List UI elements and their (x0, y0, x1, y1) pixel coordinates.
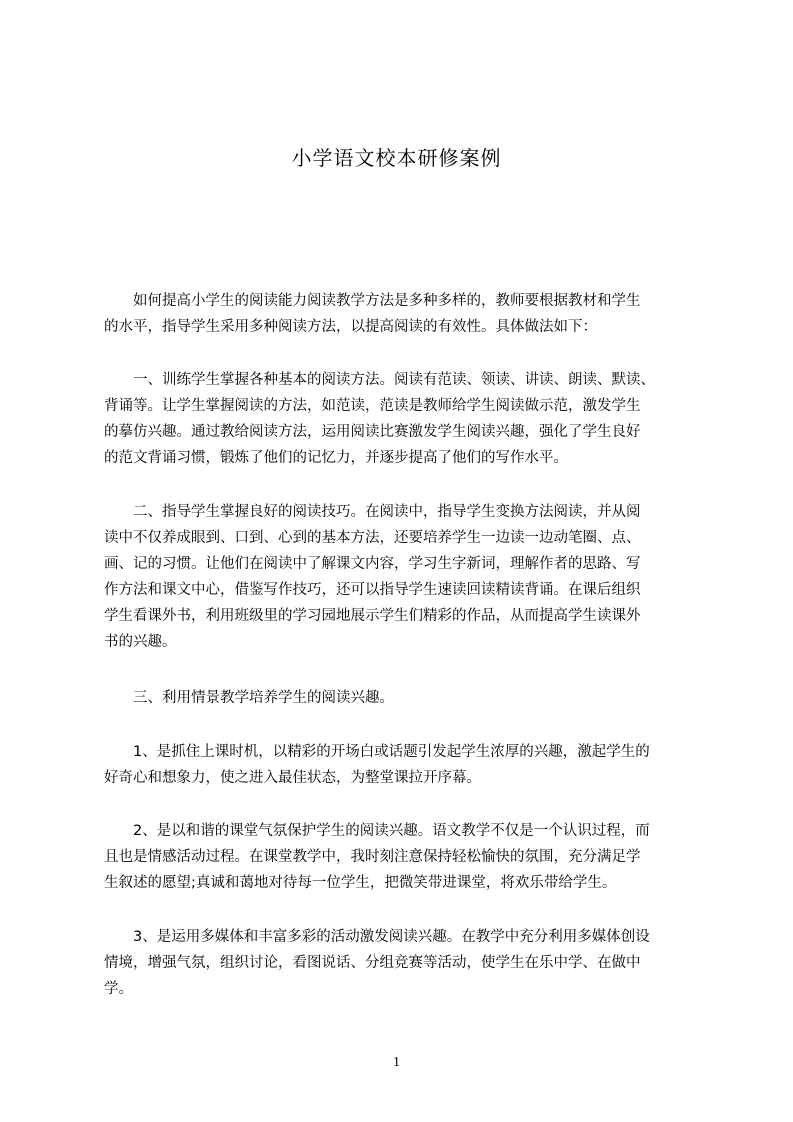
text-line: 2、是以和谐的课堂气氛保护学生的阅读兴趣。语文教学不仅是一个认识过程，而 (104, 823, 650, 839)
text-line: 画、记的习惯。让他们在阅读中了解课文内容，学习生字新词，理解作者的思路、写 (104, 556, 641, 572)
text-line: 如何提高小学生的阅读能力阅读教学方法是多种多样的，教师要根据教材和学生 (104, 293, 641, 309)
text-line: 3、是运用多媒体和丰富多彩的活动激发阅读兴趣。在教学中充分利用多媒体创设 (104, 929, 650, 945)
paragraph-section-3 (104, 685, 712, 711)
text-line: 学生看课外书，利用班级里的学习园地展示学生们精彩的作品，从而提高学生读课外 (104, 608, 641, 624)
paragraph-item-2 (104, 818, 712, 896)
text-line: 的水平，指导学生采用多种阅读方法，以提高阅读的有效性。具体做法如下： (104, 319, 597, 335)
text-line: 学。 (104, 981, 133, 997)
text-line: 生叙述的愿望;真诚和蔼地对待每一位学生，把微笑带进课堂，将欢乐带给学生。 (104, 875, 617, 891)
paragraph-intro (104, 288, 712, 340)
text-line: 书的兴趣。 (104, 634, 177, 650)
text-line: 二、指导学生掌握良好的阅读技巧。在阅读中，指导学生变换方法阅读，并从阅 (104, 504, 641, 520)
text-line: 的范文背诵习惯，锻炼了他们的记忆力，并逐步提高了他们的写作水平。 (104, 450, 568, 466)
text-line: 读中不仅养成眼到、口到、心到的基本方法，还要培养学生一边读一边动笔圈、点、 (104, 530, 641, 546)
page-number: 1 (393, 1055, 400, 1070)
text-line: 背诵等。让学生掌握阅读的方法，如范读，范读是教师给学生阅读做示范，激发学生 (104, 398, 641, 414)
text-line: 情境，增强气氛，组织讨论，看图说话、分组竞赛等活动，使学生在乐中学、在做中 (104, 955, 641, 971)
text-line: 的摹仿兴趣。通过教给阅读方法，运用阅读比赛激发学生阅读兴趣，强化了学生良好 (104, 424, 641, 440)
text-line: 三、利用情景教学培养学生的阅读兴趣。 (104, 690, 394, 706)
text-line: 好奇心和想象力，使之进入最佳状态，为整堂课拉开序幕。 (104, 770, 481, 786)
paragraph-section-2 (104, 499, 712, 655)
paragraph-item-3 (104, 924, 712, 1002)
text-line: 一、训练学生掌握各种基本的阅读方法。阅读有范读、领读、讲读、朗读、默读、 (104, 372, 655, 388)
text-line: 作方法和课文中心，借鉴写作技巧，还可以指导学生速读回读精读背诵。在课后组织 (104, 582, 641, 598)
document-title: 小学语文校本研修案例 (291, 146, 502, 170)
text-line: 且也是情感活动过程。在课堂教学中，我时刻注意保持轻松愉快的氛围，充分满足学 (104, 849, 641, 865)
paragraph-item-1 (104, 739, 712, 791)
text-line: 1、是抓住上课时机，以精彩的开场白或话题引发起学生浓厚的兴趣，激起学生的 (104, 744, 650, 760)
paragraph-section-1 (104, 367, 712, 471)
